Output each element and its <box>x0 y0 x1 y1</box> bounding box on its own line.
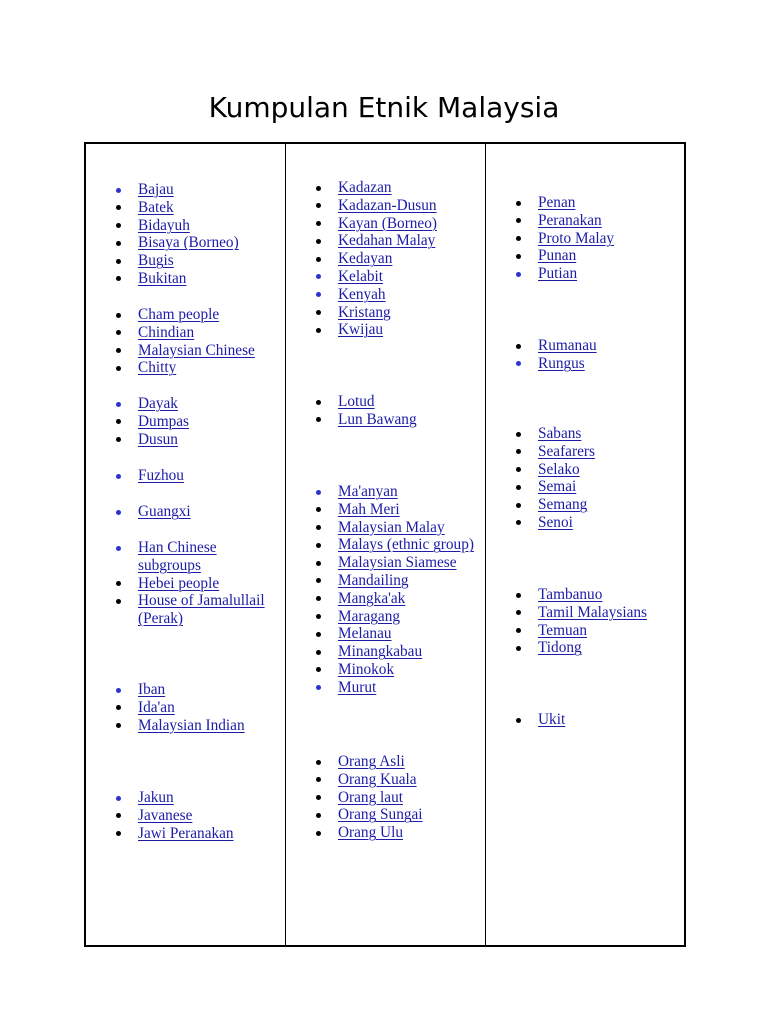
ethnic-group-list <box>485 194 678 283</box>
list-item <box>285 215 478 233</box>
ethnic-group-link[interactable]: Lun Bawang <box>338 410 417 428</box>
ethnic-group-list <box>85 306 278 377</box>
ethnic-group-link[interactable]: Maragang <box>338 607 401 625</box>
bullet-icon <box>516 218 521 223</box>
ethnic-group-link[interactable]: Mah Meri <box>338 500 400 518</box>
table-column-2 <box>285 143 485 946</box>
ethnic-group-link[interactable]: Orang Asli <box>338 753 405 770</box>
bullet-icon <box>516 201 521 206</box>
bullet-icon <box>316 525 321 530</box>
ethnic-group-link[interactable]: House of Jamalullail (Perak) <box>138 592 265 628</box>
list-item <box>85 575 278 593</box>
list-item <box>485 622 678 640</box>
list-item <box>285 250 478 268</box>
ethnic-group-link[interactable]: Kadazan <box>338 179 392 196</box>
ethnic-group-link[interactable]: Penan <box>538 194 576 211</box>
list-item <box>285 304 478 322</box>
ethnic-group-list <box>285 393 478 429</box>
ethnic-group-link[interactable]: Chitty <box>138 359 177 377</box>
ethnic-group-list <box>85 395 278 448</box>
bullet-icon <box>116 188 121 193</box>
list-item <box>285 590 478 608</box>
ethnic-group-link[interactable]: Kwijau <box>338 321 384 339</box>
bullet-icon <box>316 507 321 512</box>
list-item <box>485 425 678 443</box>
bullet-icon <box>316 795 321 800</box>
bullet-icon <box>516 449 521 454</box>
list-item <box>85 342 278 360</box>
bullet-icon <box>316 221 321 226</box>
bullet-icon <box>316 274 321 279</box>
table-column-3 <box>485 143 685 946</box>
bullet-icon <box>316 400 321 405</box>
ethnic-group-link[interactable]: Kadazan-Dusun <box>338 196 437 214</box>
bullet-icon <box>516 344 521 349</box>
ethnic-group-link[interactable]: Batek <box>138 198 174 216</box>
ethnic-group-link[interactable]: Jawi Peranakan <box>138 824 234 842</box>
ethnic-group-link[interactable]: Javanese <box>138 806 193 824</box>
ethnic-group-list <box>85 789 278 842</box>
list-item <box>285 393 478 411</box>
bullet-icon <box>116 276 121 281</box>
ethnic-group-list <box>285 483 478 697</box>
list-item <box>485 586 678 604</box>
ethnic-group-link[interactable]: Mandailing <box>338 571 409 589</box>
list-item <box>285 519 478 537</box>
ethnic-group-list <box>485 711 678 729</box>
ethnic-group-list <box>285 179 478 339</box>
bullet-icon <box>516 628 521 633</box>
ethnic-group-link[interactable]: Bukitan <box>138 269 187 287</box>
ethnic-group-link[interactable]: Bugis <box>138 252 174 270</box>
ethnic-group-link[interactable]: Malaysian Malay <box>338 518 445 536</box>
ethnic-group-link[interactable]: Guangxi <box>138 503 191 520</box>
list-item <box>85 539 278 575</box>
ethnic-group-link[interactable]: Temuan <box>538 621 588 639</box>
ethnic-group-link[interactable]: Tamil Malaysians <box>538 603 647 621</box>
list-item <box>485 230 678 248</box>
bullet-icon <box>116 705 121 710</box>
ethnic-group-link[interactable]: Kedayan <box>338 250 393 268</box>
bullet-icon <box>116 474 121 479</box>
ethnic-group-link[interactable]: Hebei people <box>138 574 220 592</box>
list-item <box>485 247 678 265</box>
ethnic-group-list <box>485 586 678 657</box>
bullet-icon <box>516 236 521 241</box>
ethnic-group-link[interactable]: Putian <box>538 265 578 283</box>
ethnic-group-link[interactable]: Bidayuh <box>138 216 190 234</box>
bullet-icon <box>516 272 521 277</box>
list-item <box>85 234 278 252</box>
ethnic-group-link[interactable]: Ida'an <box>138 698 175 716</box>
ethnic-group-link[interactable]: Sabans <box>538 425 582 442</box>
ethnic-group-link[interactable]: Ma'anyan <box>338 483 398 500</box>
list-item <box>285 197 478 215</box>
ethnic-group-link[interactable]: Semai <box>538 478 577 496</box>
list-item <box>285 321 478 339</box>
bullet-icon <box>116 348 121 353</box>
list-item <box>485 212 678 230</box>
bullet-icon <box>116 437 121 442</box>
list-item <box>85 359 278 377</box>
list-item <box>485 604 678 622</box>
list-item <box>285 536 478 554</box>
bullet-icon <box>116 259 121 264</box>
ethnic-group-link[interactable]: Malaysian Indian <box>138 716 245 734</box>
ethnic-group-link[interactable]: Kedahan Malay <box>338 232 436 250</box>
list-item <box>485 265 678 283</box>
bullet-icon <box>516 593 521 598</box>
ethnic-group-list <box>85 503 278 521</box>
list-item <box>485 461 678 479</box>
bullet-icon <box>316 667 321 672</box>
bullet-icon <box>316 777 321 782</box>
bullet-icon <box>316 239 321 244</box>
list-item <box>485 478 678 496</box>
ethnic-group-list <box>285 753 478 842</box>
list-item <box>285 608 478 626</box>
page-title: Kumpulan Etnik Malaysia <box>208 91 560 124</box>
bullet-icon <box>516 467 521 472</box>
list-item <box>285 286 478 304</box>
list-item <box>285 411 478 429</box>
list-item <box>285 806 478 824</box>
bullet-icon <box>116 402 121 407</box>
bullet-icon <box>116 366 121 371</box>
bullet-icon <box>316 596 321 601</box>
bullet-icon <box>316 310 321 315</box>
ethnic-group-list <box>85 181 278 288</box>
ethnic-group-link[interactable]: Orang Ulu <box>338 824 403 842</box>
bullet-icon <box>116 546 121 551</box>
ethnic-group-link[interactable]: Punan <box>538 247 577 265</box>
ethnic-group-link[interactable]: Semang <box>538 496 588 514</box>
bullet-icon <box>116 831 121 836</box>
list-item <box>485 639 678 657</box>
list-item <box>285 771 478 789</box>
ethnic-group-link[interactable]: Cham people <box>138 306 220 323</box>
bullet-icon <box>116 723 121 728</box>
list-item <box>285 179 478 197</box>
bullet-icon <box>116 581 121 586</box>
ethnic-group-link[interactable]: Senoi <box>538 513 573 531</box>
bullet-icon <box>516 254 521 259</box>
ethnic-group-list <box>485 337 678 373</box>
ethnic-group-link[interactable]: Kelabit <box>338 267 384 285</box>
list-item <box>85 681 278 699</box>
bullet-icon <box>116 313 121 318</box>
list-item <box>85 395 278 413</box>
bullet-icon <box>116 688 121 693</box>
list-item <box>485 355 678 373</box>
bullet-icon <box>316 543 321 548</box>
list-item <box>285 501 478 519</box>
bullet-icon <box>116 223 121 228</box>
table-column-1 <box>85 143 285 946</box>
ethnic-group-link[interactable]: Jakun <box>138 789 174 806</box>
list-item <box>285 554 478 572</box>
bullet-icon <box>316 257 321 262</box>
ethnic-group-link[interactable]: Lotud <box>338 393 375 410</box>
bullet-icon <box>116 796 121 801</box>
list-item <box>85 467 278 485</box>
list-item <box>285 572 478 590</box>
list-item <box>85 825 278 843</box>
ethnic-group-link[interactable]: Ukit <box>538 711 566 728</box>
list-item <box>285 268 478 286</box>
bullet-icon <box>116 330 121 335</box>
ethnic-group-link[interactable]: Orang laut <box>338 788 403 806</box>
ethnic-group-link[interactable]: Minangkabau <box>338 643 423 661</box>
list-item <box>285 753 478 771</box>
bullet-icon <box>316 614 321 619</box>
ethnic-group-link[interactable]: Fuzhou <box>138 467 184 484</box>
ethnic-group-link[interactable]: Tidong <box>538 639 582 657</box>
bullet-icon <box>316 632 321 637</box>
ethnic-group-link[interactable]: Minokok <box>338 660 395 678</box>
bullet-icon <box>316 328 321 333</box>
ethnic-group-link[interactable]: Melanau <box>338 625 392 643</box>
list-item <box>85 324 278 342</box>
ethnic-group-link[interactable]: Chindian <box>138 323 195 341</box>
ethnic-group-list <box>85 539 278 628</box>
ethnic-group-link[interactable]: Murut <box>338 678 377 696</box>
ethnic-group-link[interactable]: Dumpas <box>138 412 189 430</box>
ethnic-group-link[interactable]: Seafarers <box>538 442 595 460</box>
ethnic-group-link[interactable]: Rumanau <box>538 337 597 354</box>
bullet-icon <box>316 685 321 690</box>
ethnic-group-link[interactable]: Selako <box>538 460 580 478</box>
list-item <box>85 789 278 807</box>
list-item <box>85 217 278 235</box>
list-item <box>285 679 478 697</box>
bullet-icon <box>516 361 521 366</box>
ethnic-group-link[interactable]: Peranakan <box>538 211 602 229</box>
bullet-icon <box>516 503 521 508</box>
ethnic-group-link[interactable]: Mangka'ak <box>338 589 406 607</box>
list-item <box>485 496 678 514</box>
bullet-icon <box>316 760 321 765</box>
list-item <box>85 199 278 217</box>
ethnic-group-link[interactable]: Dusun <box>138 430 178 448</box>
ethnic-group-link[interactable]: Dayak <box>138 395 178 412</box>
bullet-icon <box>116 419 121 424</box>
bullet-icon <box>316 186 321 191</box>
bullet-icon <box>516 718 521 723</box>
list-item <box>85 503 278 521</box>
bullet-icon <box>116 510 121 515</box>
bullet-icon <box>316 813 321 818</box>
bullet-icon <box>516 520 521 525</box>
list-item <box>85 270 278 288</box>
bullet-icon <box>316 490 321 495</box>
ethnic-group-link[interactable]: Tambanuo <box>538 586 603 603</box>
list-item <box>485 443 678 461</box>
ethnic-group-list <box>85 681 278 734</box>
list-item <box>285 625 478 643</box>
list-item <box>485 514 678 532</box>
list-item <box>85 807 278 825</box>
ethnic-group-link[interactable]: Iban <box>138 681 166 698</box>
bullet-icon <box>316 650 321 655</box>
ethnic-group-link[interactable]: Orang Sungai <box>338 806 423 824</box>
bullet-icon <box>516 610 521 615</box>
ethnic-group-link[interactable]: Malays (ethnic group) <box>338 536 474 554</box>
list-item <box>285 483 478 501</box>
ethnic-group-link[interactable]: Rungus <box>538 354 585 372</box>
bullet-icon <box>116 813 121 818</box>
ethnic-group-link[interactable]: Orang Kuala <box>338 770 417 788</box>
list-item <box>285 824 478 842</box>
bullet-icon <box>116 241 121 246</box>
bullet-icon <box>316 292 321 297</box>
list-item <box>285 643 478 661</box>
list-item <box>485 194 678 212</box>
list-item <box>85 306 278 324</box>
ethnic-group-link[interactable]: Malaysian Siamese <box>338 554 457 572</box>
ethnic-group-list <box>85 467 278 485</box>
ethnic-group-link[interactable]: Kenyah <box>338 285 386 303</box>
list-item <box>285 232 478 250</box>
ethnic-group-link[interactable]: Bisaya (Borneo) <box>138 234 239 252</box>
bullet-icon <box>316 203 321 208</box>
bullet-icon <box>116 205 121 210</box>
ethnic-group-link[interactable]: Han Chinese subgroups <box>138 539 217 574</box>
ethnic-group-link[interactable]: Malaysian Chinese <box>138 341 255 359</box>
list-item <box>85 431 278 449</box>
list-item <box>485 337 678 355</box>
bullet-icon <box>516 646 521 651</box>
list-item <box>285 789 478 807</box>
bullet-icon <box>316 417 321 422</box>
ethnic-group-link[interactable]: Proto Malay <box>538 229 615 247</box>
ethnic-group-link[interactable]: Bajau <box>138 181 174 198</box>
bullet-icon <box>516 432 521 437</box>
ethnic-group-list <box>485 425 678 532</box>
list-item <box>285 661 478 679</box>
bullet-icon <box>316 561 321 566</box>
list-item <box>85 717 278 735</box>
list-item <box>485 711 678 729</box>
ethnic-group-link[interactable]: Kristang <box>338 303 391 321</box>
list-item <box>85 592 278 628</box>
ethnic-group-link[interactable]: Kayan (Borneo) <box>338 214 437 232</box>
list-item <box>85 252 278 270</box>
bullet-icon <box>116 599 121 604</box>
bullet-icon <box>316 578 321 583</box>
list-item <box>85 699 278 717</box>
list-item <box>85 413 278 431</box>
list-item <box>85 181 278 199</box>
bullet-icon <box>516 485 521 490</box>
bullet-icon <box>316 831 321 836</box>
